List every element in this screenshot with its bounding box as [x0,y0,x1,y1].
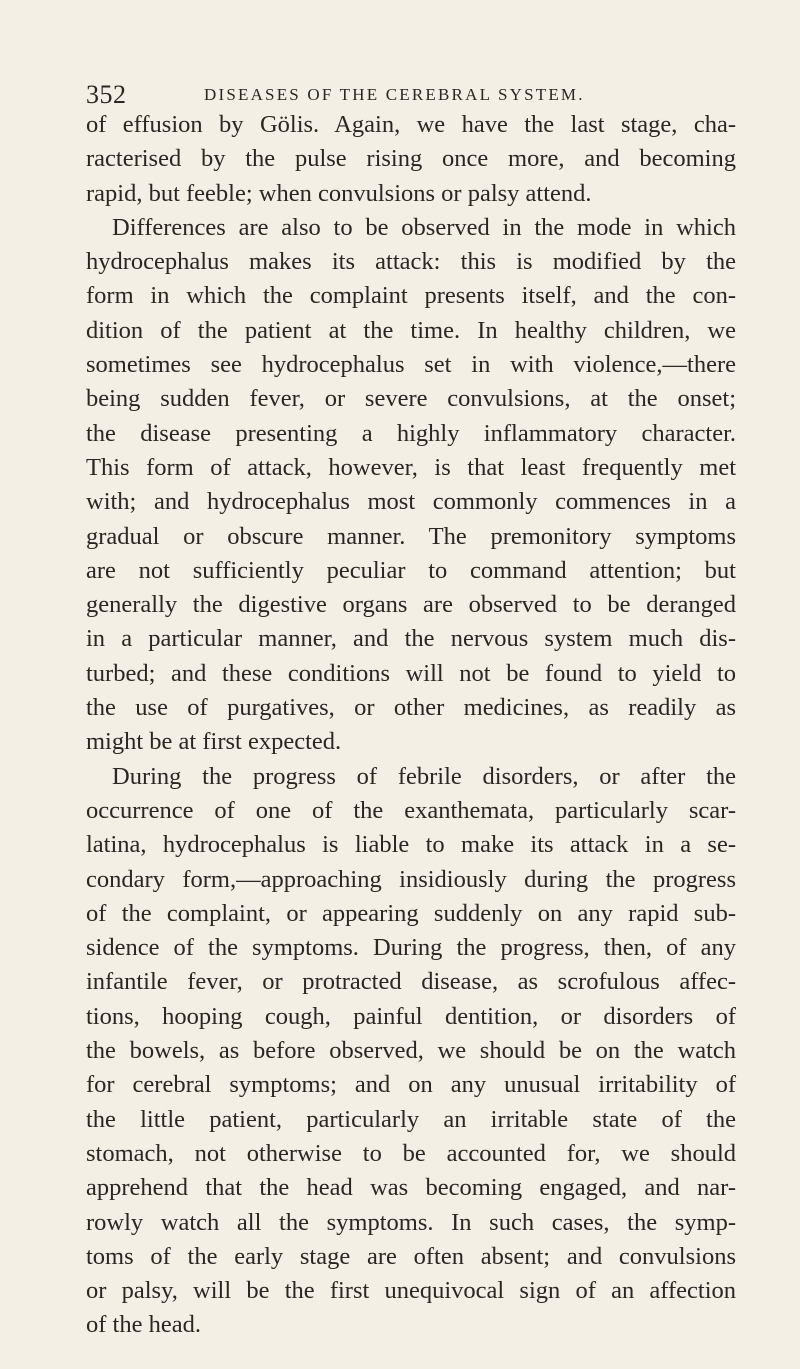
text-line: generally the digestive organs are observed to be deranged [86,591,736,619]
text-line: might be at first expected. [86,728,342,756]
text-line: of effusion by Gölis. Again, we have the last stage, cha- [86,111,736,138]
text-line: gradual or obscure manner. The premonitory symptoms [86,522,736,550]
text-line: with; and hydrocephalus most commonly commences in a [86,488,736,516]
text-line: apprehend that the head was becoming engaged, and nar- [86,1174,736,1202]
running-title: DISEASES OF THE CEREBRAL SYSTEM. [204,85,585,104]
text-line: turbed; and these conditions will not be found to yield to [86,659,736,687]
text-line: sidence of the symptoms. During the progress, then, of any [86,934,736,962]
text-line: the use of purgatives, or other medicines, as readily as [86,694,736,722]
text-line: rowly watch all the symptoms. In such cases, the symp- [86,1208,736,1236]
text-line: hydrocephalus makes its attack: this is modified by the [86,248,736,276]
text-line: the disease presenting a highly inflammatory character. [86,419,736,447]
text-line: sometimes see hydrocephalus set in with violence,—there [86,351,736,379]
text-line: the little patient, particularly an irritable state of the [86,1105,736,1133]
text-line: the bowels, as before observed, we should be on the watch [86,1037,736,1065]
text-line: Differences are also to be observed in the mode in which [112,213,736,241]
text-line: occurrence of one of the exanthemata, particularly scar- [86,796,736,824]
text-line: being sudden fever, or severe convulsions, at the onset; [86,385,736,413]
text-line: or palsy, will be the first unequivocal sign of an affection [86,1277,736,1305]
text-line: latina, hydrocephalus is liable to make its attack in a se- [86,831,736,859]
text-line: in a particular manner, and the nervous system much dis- [86,625,736,653]
page-number: 352 [86,80,127,109]
text-line: are not sufficiently peculiar to command attention; but [86,556,736,584]
body-text [86,108,736,1343]
text-line: form in which the complaint presents itself, and the con- [86,282,736,310]
text-line: condary form,—approaching insidiously during the progress [86,865,736,893]
text-line: of the head. [86,1311,201,1339]
text-line: racterised by the pulse rising once more, and becoming [86,145,736,173]
text-line: rapid, but feeble; when convulsions or palsy attend. [86,179,592,207]
text-line: During the progress of febrile disorders, or after the [112,762,736,790]
text-line: of the complaint, or appearing suddenly on any rapid sub- [86,899,736,927]
text-line: toms of the early stage are often absent; and convulsions [86,1242,736,1270]
text-line: stomach, not otherwise to be accounted for, we should [86,1139,736,1167]
text-line: tions, hooping cough, painful dentition, or disorders of [86,1002,736,1030]
text-line: for cerebral symptoms; and on any unusual irritability of [86,1071,736,1099]
text-line: infantile fever, or protracted disease, as scrofulous affec- [86,968,736,996]
text-line: This form of attack, however, is that least frequently met [86,453,736,481]
text-line: dition of the patient at the time. In healthy children, we [86,316,736,344]
